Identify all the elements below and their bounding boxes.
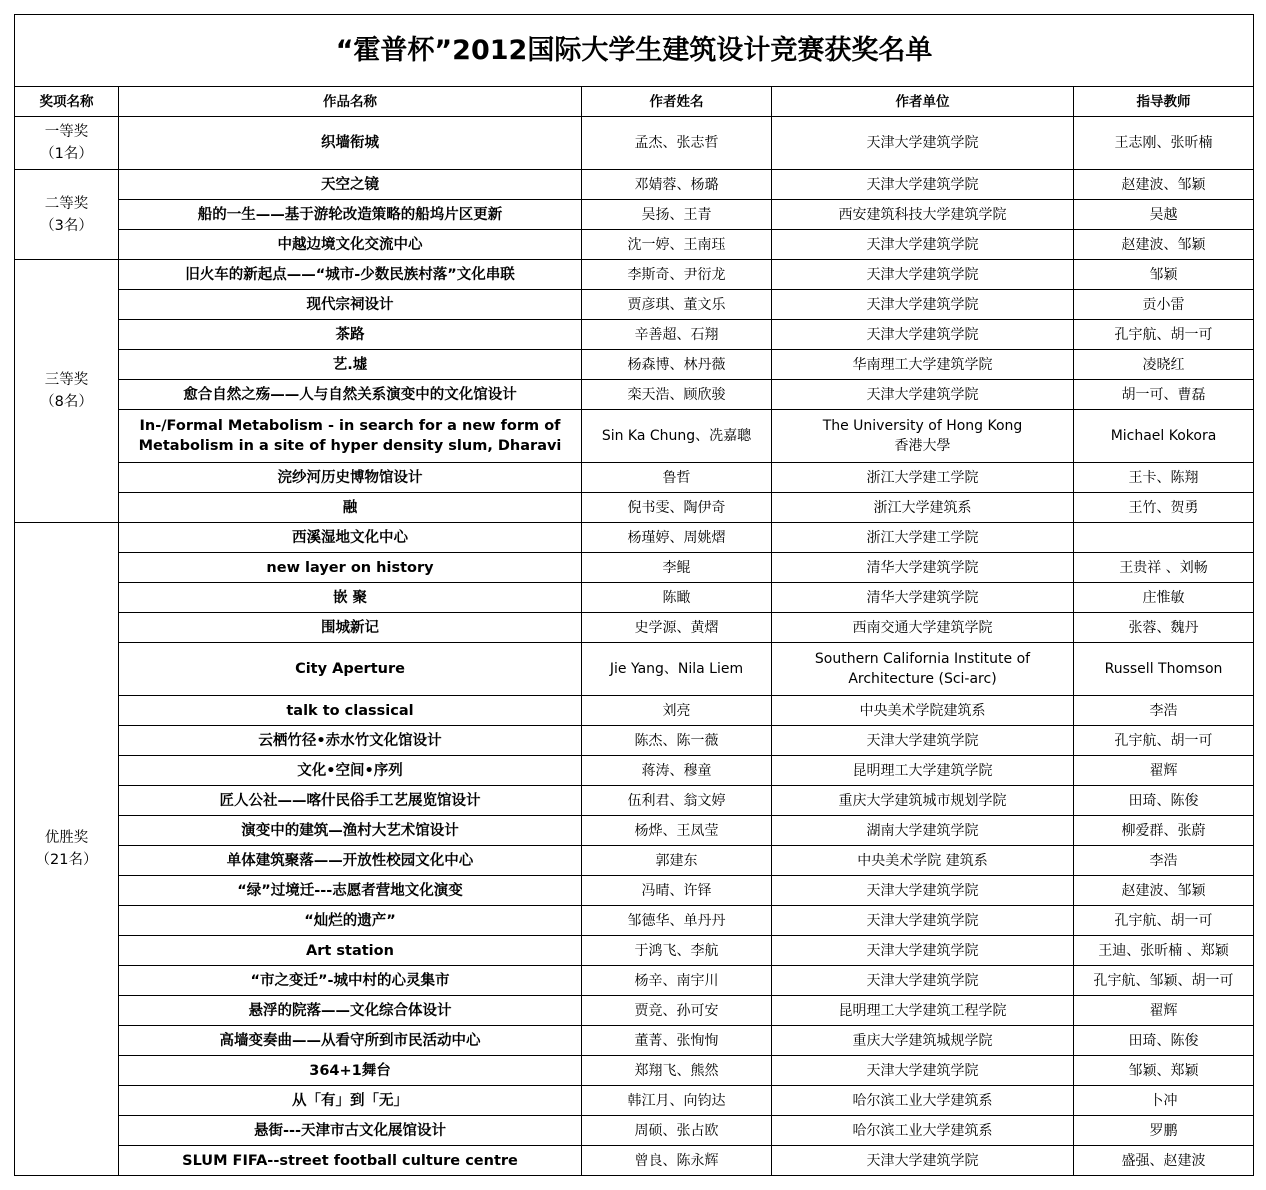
authors: 杨瑾婷、周姚熠 <box>582 523 772 553</box>
work-title: 嵌 聚 <box>119 583 582 613</box>
page-title: “霍普杯”2012国际大学生建筑设计竞赛获奖名单 <box>15 15 1254 87</box>
advisors: 邹颖、郑颖 <box>1074 1056 1254 1086</box>
affiliation: 重庆大学建筑城市规划学院 <box>772 786 1074 816</box>
authors: 史学源、黄熠 <box>582 613 772 643</box>
table-row <box>15 696 1254 726</box>
work-title: 单体建筑聚落——开放性校园文化中心 <box>119 846 582 876</box>
authors: 郭建东 <box>582 846 772 876</box>
advisors: 罗鹏 <box>1074 1116 1254 1146</box>
work-title: 天空之镜 <box>119 170 582 200</box>
affiliation: 天津大学建筑学院 <box>772 290 1074 320</box>
authors: 沈一婷、王南珏 <box>582 230 772 260</box>
advisors: Russell Thomson <box>1074 643 1254 696</box>
affiliation: 天津大学建筑学院 <box>772 380 1074 410</box>
work-title: Art station <box>119 936 582 966</box>
advisors: 王志刚、张昕楠 <box>1074 117 1254 170</box>
table-row <box>15 380 1254 410</box>
advisors: 李浩 <box>1074 696 1254 726</box>
advisors: 庄惟敏 <box>1074 583 1254 613</box>
header-affiliation: 作者单位 <box>772 87 1074 117</box>
table-row <box>15 1056 1254 1086</box>
work-title: 艺.墟 <box>119 350 582 380</box>
authors: 韩江月、向钧达 <box>582 1086 772 1116</box>
work-title: 悬浮的院落——文化综合体设计 <box>119 996 582 1026</box>
header-work: 作品名称 <box>119 87 582 117</box>
advisors: 王迪、张昕楠 、郑颖 <box>1074 936 1254 966</box>
table-row <box>15 643 1254 696</box>
advisors: 赵建波、邹颖 <box>1074 876 1254 906</box>
authors: Sin Ka Chung、冼嘉聰 <box>582 410 772 463</box>
advisors <box>1074 523 1254 553</box>
table-row <box>15 936 1254 966</box>
award-name: 一等奖 <box>44 124 89 140</box>
award-name: 三等奖 <box>44 372 89 388</box>
header-authors: 作者姓名 <box>582 87 772 117</box>
advisors: 赵建波、邹颖 <box>1074 170 1254 200</box>
table-row <box>15 726 1254 756</box>
work-title: “绿”过境迁---志愿者营地文化演变 <box>119 876 582 906</box>
award-cell-merit <box>15 523 119 1176</box>
work-title: 悬街---天津市古文化展馆设计 <box>119 1116 582 1146</box>
advisors: 田琦、陈俊 <box>1074 786 1254 816</box>
advisors: Michael Kokora <box>1074 410 1254 463</box>
authors: 李斯奇、尹衍龙 <box>582 260 772 290</box>
table-row <box>15 290 1254 320</box>
affiliation: 西安建筑科技大学建筑学院 <box>772 200 1074 230</box>
advisors: 赵建波、邹颖 <box>1074 230 1254 260</box>
award-name: 二等奖 <box>44 195 89 212</box>
affiliation: 重庆大学建筑城规学院 <box>772 1026 1074 1056</box>
affiliation: 天津大学建筑学院 <box>772 260 1074 290</box>
work-title: 高墙变奏曲——从看守所到市民活动中心 <box>119 1026 582 1056</box>
advisors: 盛强、赵建波 <box>1074 1146 1254 1176</box>
authors: 邹德华、单丹丹 <box>582 906 772 936</box>
affiliation: 天津大学建筑学院 <box>772 876 1074 906</box>
work-title: 西溪湿地文化中心 <box>119 523 582 553</box>
affiliation: 天津大学建筑学院 <box>772 726 1074 756</box>
affiliation: 中央美术学院建筑系 <box>772 696 1074 726</box>
authors: 陈瞰 <box>582 583 772 613</box>
advisors: 田琦、陈俊 <box>1074 1026 1254 1056</box>
affiliation: 浙江大学建工学院 <box>772 463 1074 493</box>
advisors: 孔宇航、胡一可 <box>1074 906 1254 936</box>
table-row <box>15 493 1254 523</box>
table-row <box>15 230 1254 260</box>
work-title: 浣纱河历史博物馆设计 <box>119 463 582 493</box>
authors: 栾天浩、顾欣骏 <box>582 380 772 410</box>
table-row <box>15 816 1254 846</box>
award-count: （8名） <box>40 394 93 410</box>
authors: 李鲲 <box>582 553 772 583</box>
table-row <box>15 613 1254 643</box>
advisors: 孔宇航、胡一可 <box>1074 320 1254 350</box>
authors: 周硕、张占欧 <box>582 1116 772 1146</box>
affiliation: 天津大学建筑学院 <box>772 320 1074 350</box>
authors: 刘亮 <box>582 696 772 726</box>
table-row <box>15 756 1254 786</box>
affiliation: 清华大学建筑学院 <box>772 553 1074 583</box>
advisors: 邹颖 <box>1074 260 1254 290</box>
work-title-line: In-/Formal Metabolism - in search for a new form of <box>139 418 561 434</box>
advisors: 孔宇航、胡一可 <box>1074 726 1254 756</box>
authors: 董菁、张恂恂 <box>582 1026 772 1056</box>
affiliation <box>772 643 1074 696</box>
authors: 陈杰、陈一薇 <box>582 726 772 756</box>
advisors: 王竹、贺勇 <box>1074 493 1254 523</box>
affiliation: 哈尔滨工业大学建筑系 <box>772 1116 1074 1146</box>
work-title: talk to classical <box>119 696 582 726</box>
advisors: 王贵祥 、刘畅 <box>1074 553 1254 583</box>
table-row <box>15 463 1254 493</box>
affiliation <box>772 410 1074 463</box>
table-row <box>15 906 1254 936</box>
authors: 曾良、陈永辉 <box>582 1146 772 1176</box>
table-row <box>15 350 1254 380</box>
work-title: 愈合自然之殇——人与自然关系演变中的文化馆设计 <box>119 380 582 410</box>
work-title: 围城新记 <box>119 613 582 643</box>
table-row <box>15 1146 1254 1176</box>
work-title: 中越边境文化交流中心 <box>119 230 582 260</box>
award-cell-first <box>15 117 119 170</box>
table-row <box>15 786 1254 816</box>
affiliation: 昆明理工大学建筑学院 <box>772 756 1074 786</box>
authors: 倪书雯、陶伊奇 <box>582 493 772 523</box>
work-title: new layer on history <box>119 553 582 583</box>
authors: 杨森博、林丹薇 <box>582 350 772 380</box>
authors: 贾竞、孙可安 <box>582 996 772 1026</box>
advisors: 孔宇航、邹颖、胡一可 <box>1074 966 1254 996</box>
table-row <box>15 1116 1254 1146</box>
table-row <box>15 583 1254 613</box>
work-title: 织墙衔城 <box>119 117 582 170</box>
affiliation: 天津大学建筑学院 <box>772 936 1074 966</box>
affiliation: 天津大学建筑学院 <box>772 906 1074 936</box>
table-header-row <box>15 87 1254 117</box>
work-title: SLUM FIFA--street football culture centre <box>119 1146 582 1176</box>
table-row <box>15 170 1254 200</box>
table-row <box>15 1086 1254 1116</box>
affiliation: 天津大学建筑学院 <box>772 117 1074 170</box>
authors: 贾彦琪、董文乐 <box>582 290 772 320</box>
header-award: 奖项名称 <box>15 87 119 117</box>
work-title: 从「有」到「无」 <box>119 1086 582 1116</box>
table-row <box>15 410 1254 463</box>
affiliation: 清华大学建筑学院 <box>772 583 1074 613</box>
award-count: （21名） <box>35 852 98 868</box>
affiliation: 天津大学建筑学院 <box>772 1056 1074 1086</box>
work-title <box>119 410 582 463</box>
affiliation-line: Architecture (Sci-arc) <box>848 671 997 687</box>
advisors: 翟辉 <box>1074 756 1254 786</box>
affiliation: 浙江大学建筑系 <box>772 493 1074 523</box>
table-row <box>15 523 1254 553</box>
advisors: 凌晓红 <box>1074 350 1254 380</box>
affiliation: 西南交通大学建筑学院 <box>772 613 1074 643</box>
table-row <box>15 876 1254 906</box>
work-title: “市之变迁”-城中村的心灵集市 <box>119 966 582 996</box>
advisors: 胡一可、曹磊 <box>1074 380 1254 410</box>
work-title: 茶路 <box>119 320 582 350</box>
table-row <box>15 200 1254 230</box>
work-title: 演变中的建筑—渔村大艺术馆设计 <box>119 816 582 846</box>
affiliation-line: Southern California Institute of <box>814 651 1031 667</box>
affiliation: 昆明理工大学建筑工程学院 <box>772 996 1074 1026</box>
affiliation: 天津大学建筑学院 <box>772 1146 1074 1176</box>
work-title: “灿烂的遗产” <box>119 906 582 936</box>
authors: 孟杰、张志哲 <box>582 117 772 170</box>
authors: Jie Yang、Nila Liem <box>582 643 772 696</box>
award-cell-third <box>15 260 119 523</box>
affiliation: 浙江大学建工学院 <box>772 523 1074 553</box>
affiliation: 天津大学建筑学院 <box>772 966 1074 996</box>
authors: 伍利君、翁文婷 <box>582 786 772 816</box>
authors: 于鸿飞、李航 <box>582 936 772 966</box>
authors: 郑翔飞、熊然 <box>582 1056 772 1086</box>
advisors: 李浩 <box>1074 846 1254 876</box>
authors: 杨烨、王凤莹 <box>582 816 772 846</box>
affiliation: 华南理工大学建筑学院 <box>772 350 1074 380</box>
authors: 蒋涛、穆童 <box>582 756 772 786</box>
work-title: 文化•空间•序列 <box>119 756 582 786</box>
award-cell-second <box>15 170 119 260</box>
table-row <box>15 117 1254 170</box>
work-title: 融 <box>119 493 582 523</box>
affiliation: 天津大学建筑学院 <box>772 170 1074 200</box>
award-table <box>14 14 1254 1176</box>
affiliation: 哈尔滨工业大学建筑系 <box>772 1086 1074 1116</box>
table-row <box>15 553 1254 583</box>
authors: 杨辛、南宇川 <box>582 966 772 996</box>
work-title: 云栖竹径•赤水竹文化馆设计 <box>119 726 582 756</box>
advisors: 贡小雷 <box>1074 290 1254 320</box>
table-row <box>15 996 1254 1026</box>
advisors: 张蓉、魏丹 <box>1074 613 1254 643</box>
table-row <box>15 320 1254 350</box>
award-count: （3名） <box>40 217 93 234</box>
work-title: 现代宗祠设计 <box>119 290 582 320</box>
table-row <box>15 1026 1254 1056</box>
table-row <box>15 966 1254 996</box>
award-count: （1名） <box>40 146 93 162</box>
advisors: 翟辉 <box>1074 996 1254 1026</box>
authors: 吴扬、王青 <box>582 200 772 230</box>
affiliation: 中央美术学院 建筑系 <box>772 846 1074 876</box>
work-title: 旧火车的新起点——“城市-少数民族村落”文化串联 <box>119 260 582 290</box>
authors: 冯晴、许铎 <box>582 876 772 906</box>
table-row <box>15 260 1254 290</box>
header-advisors: 指导教师 <box>1074 87 1254 117</box>
advisors: 柳爱群、张蔚 <box>1074 816 1254 846</box>
affiliation: 湖南大学建筑学院 <box>772 816 1074 846</box>
work-title-line: Metabolism in a site of hyper density slum, Dharavi <box>138 438 562 454</box>
table-row <box>15 846 1254 876</box>
work-title: 船的一生——基于游轮改造策略的船坞片区更新 <box>119 200 582 230</box>
authors: 邓婧蓉、杨璐 <box>582 170 772 200</box>
authors: 辛善超、石翔 <box>582 320 772 350</box>
work-title: City Aperture <box>119 643 582 696</box>
work-title: 364+1舞台 <box>119 1056 582 1086</box>
award-name: 优胜奖 <box>44 830 89 846</box>
advisors: 卜冲 <box>1074 1086 1254 1116</box>
affiliation-line: The University of Hong Kong <box>822 418 1023 434</box>
authors: 鲁哲 <box>582 463 772 493</box>
advisors: 王卡、陈翔 <box>1074 463 1254 493</box>
affiliation-line: 香港大學 <box>894 438 951 454</box>
affiliation: 天津大学建筑学院 <box>772 230 1074 260</box>
work-title: 匠人公社——喀什民俗手工艺展览馆设计 <box>119 786 582 816</box>
advisors: 吴越 <box>1074 200 1254 230</box>
